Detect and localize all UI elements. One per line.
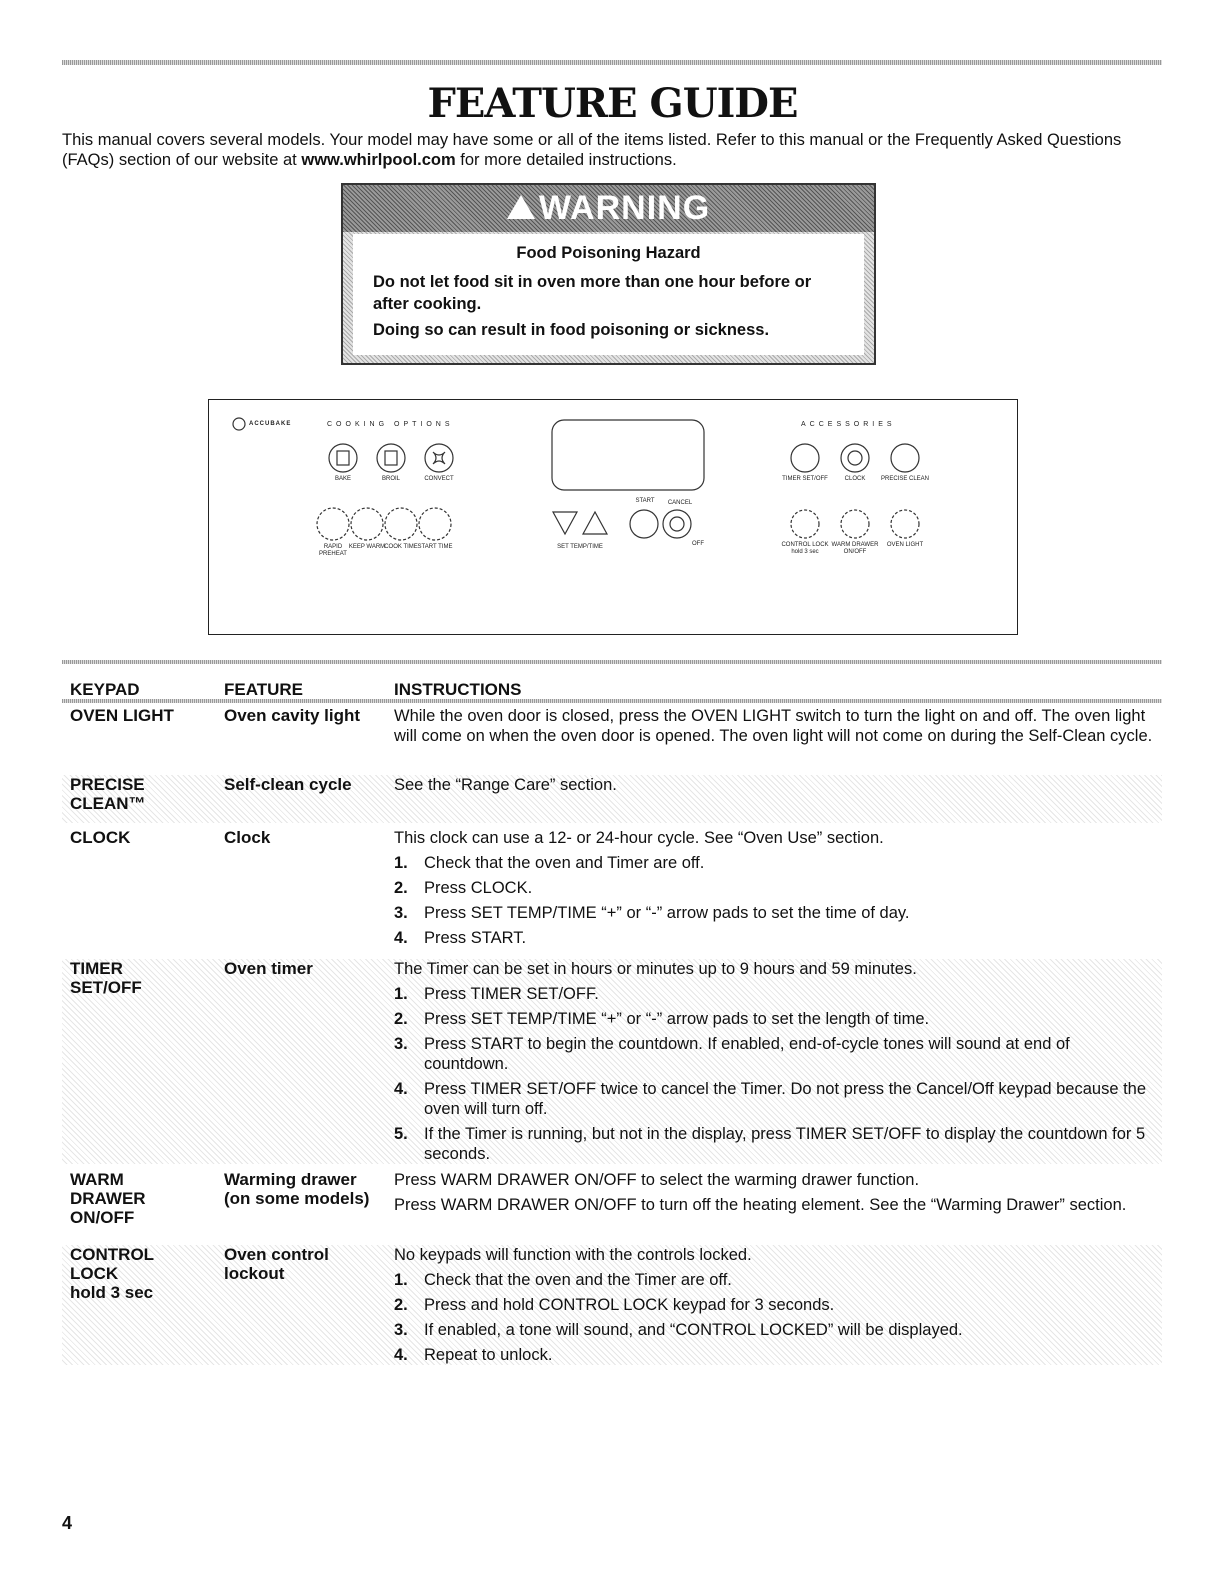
start-time-label: START TIME	[417, 544, 453, 550]
start-time-button	[419, 508, 451, 540]
step-text: Press START.	[424, 929, 527, 947]
table-row	[62, 706, 1162, 766]
control-lock-button	[791, 510, 819, 538]
broil-label: BROIL	[381, 476, 400, 482]
step-text: Check that the oven and the Timer are off.	[424, 1271, 732, 1289]
warm-drawer-button	[841, 510, 869, 538]
list-item	[394, 1009, 1154, 1029]
brand-label: ACCUBAKE	[249, 421, 292, 427]
set-temp-label: SET TEMP/TIME	[557, 544, 603, 550]
feature-cell: Oven control lockout	[224, 1245, 329, 1283]
start-label: START	[635, 498, 655, 504]
clock-button-icon	[841, 444, 869, 472]
cook-time-button	[385, 508, 417, 540]
warning-triangle-icon	[507, 195, 535, 219]
feature-cell: Warming drawer (on some models)	[224, 1170, 370, 1208]
step-text: Press and hold CONTROL LOCK keypad for 3 seconds.	[424, 1296, 835, 1314]
precise-clean-button-icon	[891, 444, 919, 472]
bake-label: BAKE	[334, 476, 351, 482]
accubake-logo-icon	[233, 418, 245, 430]
step-number: 3.	[394, 1035, 408, 1053]
warning-heading: WARNING	[538, 189, 711, 227]
warning-line1: Do not let food sit in oven more than one hour before or after cooking.	[373, 273, 812, 313]
list-item	[394, 1124, 1154, 1164]
step-text: Press TIMER SET/OFF twice to cancel the Timer. Do not press the Cancel/Off keypad because the oven will turn off.	[424, 1080, 1147, 1118]
step-number: 5.	[394, 1125, 408, 1143]
step-number: 4.	[394, 929, 408, 947]
table-row	[62, 775, 1162, 823]
cancel-off-icon	[663, 510, 691, 538]
instruction-paragraph: See the “Range Care” section.	[394, 776, 617, 794]
cooking-options-label: COOKING OPTIONS	[327, 421, 454, 428]
list-item	[394, 1034, 1154, 1074]
feature-cell: Clock	[224, 828, 271, 847]
instruction-paragraph: Press WARM DRAWER ON/OFF to select the warming drawer function.	[394, 1171, 920, 1189]
oven-light-button	[891, 510, 919, 538]
step-number: 3.	[394, 1321, 408, 1339]
instructions-cell	[394, 959, 1154, 1169]
page-number: 4	[62, 1513, 73, 1533]
keypad-cell: WARM DRAWER ON/OFF	[70, 1170, 146, 1227]
warning-line2: Doing so can result in food poisoning or sickness.	[373, 321, 770, 339]
instructions-cell	[394, 828, 1154, 953]
rapid-preheat-button	[317, 508, 349, 540]
list-item	[394, 1320, 1154, 1340]
panel-graphics	[209, 400, 1016, 633]
minus-arrow-icon	[553, 512, 577, 534]
table-header-rule	[62, 699, 1162, 703]
control-lock-label: CONTROL LOCK hold 3 sec	[781, 542, 829, 555]
header-instructions: INSTRUCTIONS	[394, 680, 522, 699]
instruction-paragraph: No keypads will function with the controls locked.	[394, 1246, 752, 1264]
table-top-rule	[62, 660, 1162, 664]
step-text: Press SET TEMP/TIME “+” or “-” arrow pads to set the time of day.	[424, 904, 910, 922]
steps-list	[394, 984, 1154, 1164]
rapid-preheat-label: RAPID PREHEAT	[319, 544, 347, 557]
instructions-cell	[394, 775, 1154, 800]
instructions-cell	[394, 1170, 1154, 1220]
table-row	[62, 828, 1162, 953]
steps-list	[394, 853, 1154, 948]
instruction-paragraph: While the oven door is closed, press the OVEN LIGHT switch to turn the light on and off. The oven light will come on when the oven door is opened. The oven light will not come on during the Self-Clean cycle.	[394, 707, 1153, 745]
off-label: OFF	[692, 541, 704, 547]
step-text: If the Timer is running, but not in the display, press TIMER SET/OFF to display the countdown for 5 seconds.	[424, 1125, 1146, 1163]
keypad-cell: CLOCK	[70, 828, 131, 847]
website-link[interactable]: www.whirlpool.com	[301, 151, 456, 169]
intro-part2: for more detailed instructions.	[455, 151, 677, 169]
keypad-cell: PRECISE CLEAN™	[70, 775, 146, 813]
timer-label: TIMER SET/OFF	[782, 476, 828, 482]
bake-button-icon	[329, 444, 357, 472]
table-row	[62, 959, 1162, 1164]
list-item	[394, 1079, 1154, 1119]
list-item	[394, 1295, 1154, 1315]
timer-button-icon	[791, 444, 819, 472]
list-item	[394, 903, 1154, 923]
top-rule	[62, 60, 1162, 65]
start-power-icon	[630, 510, 658, 538]
step-number: 1.	[394, 985, 408, 1003]
list-item	[394, 853, 1154, 873]
step-number: 2.	[394, 1296, 408, 1314]
intro-part1: This manual covers several models. Your model may have some or all of the items listed. Refer to this manual or the Frequently Asked Questions (FAQs) section of our website at	[62, 131, 1122, 169]
cook-time-label: COOK TIME	[384, 544, 418, 550]
step-number: 4.	[394, 1080, 408, 1098]
step-text: If enabled, a tone will sound, and “CONTROL LOCKED” will be displayed.	[424, 1321, 963, 1339]
list-item	[394, 984, 1154, 1004]
step-text: Repeat to unlock.	[424, 1346, 553, 1364]
keep-warm-button	[351, 508, 383, 540]
clock-label: CLOCK	[844, 476, 866, 482]
step-text: Check that the oven and Timer are off.	[424, 854, 705, 872]
instructions-cell	[394, 1245, 1154, 1370]
warm-drawer-label: WARM DRAWER ON/OFF	[831, 542, 879, 555]
warning-body	[353, 234, 864, 355]
oven-light-label: OVEN LIGHT	[886, 542, 924, 548]
keep-warm-label: KEEP WARM	[348, 544, 386, 550]
instructions-cell	[394, 706, 1154, 751]
list-item	[394, 928, 1154, 948]
instruction-paragraph: The Timer can be set in hours or minutes up to 9 hours and 59 minutes.	[394, 960, 917, 978]
feature-cell: Oven timer	[224, 959, 313, 978]
table-row	[62, 1245, 1162, 1365]
table-row	[62, 1170, 1162, 1240]
broil-button-icon	[377, 444, 405, 472]
keypad-cell: OVEN LIGHT	[70, 706, 174, 725]
warning-hazard: Food Poisoning Hazard	[516, 244, 701, 262]
step-number: 3.	[394, 904, 408, 922]
step-number: 1.	[394, 854, 408, 872]
step-number: 2.	[394, 879, 408, 897]
steps-list	[394, 1270, 1154, 1365]
plus-arrow-icon	[583, 512, 607, 534]
precise-clean-label: PRECISE CLEAN	[880, 476, 929, 482]
list-item	[394, 878, 1154, 898]
cancel-label: CANCEL	[667, 500, 693, 506]
keypad-cell: TIMER SET/OFF	[70, 959, 142, 997]
display-window	[552, 420, 704, 490]
step-number: 2.	[394, 1010, 408, 1028]
header-keypad: KEYPAD	[70, 680, 140, 699]
step-text: Press TIMER SET/OFF.	[424, 985, 599, 1003]
feature-cell: Self-clean cycle	[224, 775, 352, 794]
intro-text	[62, 130, 1162, 170]
header-feature: FEATURE	[224, 680, 304, 699]
convect-button-icon	[425, 444, 453, 472]
instruction-paragraph: Press WARM DRAWER ON/OFF to turn off the heating element. See the “Warming Drawer” section.	[394, 1196, 1127, 1214]
keypad-cell: CONTROL LOCK hold 3 sec	[70, 1245, 155, 1302]
warning-header	[343, 185, 874, 232]
warning-box	[341, 183, 876, 365]
step-number: 1.	[394, 1271, 408, 1289]
list-item	[394, 1345, 1154, 1365]
convect-label: CONVECT	[424, 476, 454, 482]
control-panel-diagram	[208, 399, 1018, 635]
step-text: Press START to begin the countdown. If enabled, end-of-cycle tones will sound at end of countdown.	[424, 1035, 1070, 1073]
step-number: 4.	[394, 1346, 408, 1364]
accessories-label: ACCESSORIES	[801, 421, 896, 428]
list-item	[394, 1270, 1154, 1290]
step-text: Press CLOCK.	[424, 879, 533, 897]
feature-cell: Oven cavity light	[224, 706, 361, 725]
instruction-paragraph: This clock can use a 12- or 24-hour cycle. See “Oven Use” section.	[394, 829, 884, 847]
step-text: Press SET TEMP/TIME “+” or “-” arrow pads to set the length of time.	[424, 1010, 930, 1028]
page-title: FEATURE GUIDE	[427, 80, 798, 127]
